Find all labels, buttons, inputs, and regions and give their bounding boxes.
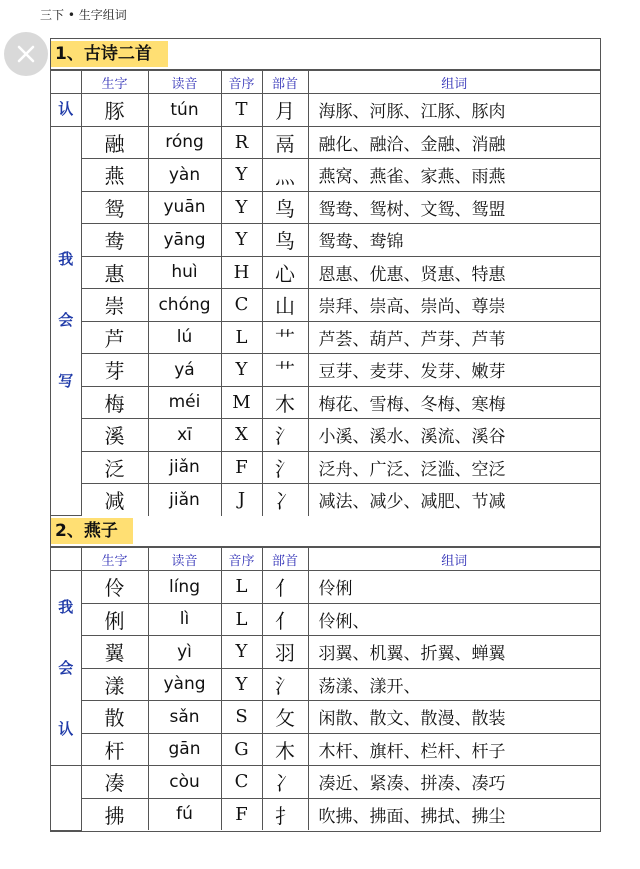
- radical-cell: 山: [262, 289, 308, 322]
- words-cell: 鸳鸯、鸳树、文鸳、鸳盟: [308, 191, 600, 224]
- table-row: [51, 94, 600, 127]
- corner-cell: [51, 71, 81, 94]
- char-cell: 杆: [81, 733, 148, 766]
- char-cell: 减: [81, 484, 148, 516]
- radical-cell: 艹: [262, 354, 308, 387]
- section-title: [51, 39, 600, 70]
- pinyin-cell: líng: [148, 571, 221, 604]
- char-cell: 拂: [81, 798, 148, 830]
- table-row: [51, 766, 600, 799]
- order-cell: M: [221, 386, 262, 419]
- radical-cell: 氵: [262, 419, 308, 452]
- radical-cell: 冫: [262, 766, 308, 799]
- order-cell: R: [221, 126, 262, 159]
- group-label-char: 我: [58, 597, 74, 616]
- order-cell: F: [221, 451, 262, 484]
- group-label-char: 会: [58, 658, 74, 677]
- pinyin-cell: jiǎn: [148, 451, 221, 484]
- words-cell: 小溪、溪水、溪流、溪谷: [308, 419, 600, 452]
- radical-cell: 月: [262, 94, 308, 127]
- char-cell: 梅: [81, 386, 148, 419]
- char-cell: 豚: [81, 94, 148, 127]
- column-header: 生字: [81, 548, 148, 571]
- table-row: [51, 419, 600, 452]
- table-row: [51, 354, 600, 387]
- order-cell: F: [221, 798, 262, 830]
- char-cell: 崇: [81, 289, 148, 322]
- table-row: [51, 256, 600, 289]
- char-cell: 鸳: [81, 191, 148, 224]
- table-row: [51, 733, 600, 766]
- char-cell: 伶: [81, 571, 148, 604]
- order-cell: Y: [221, 224, 262, 257]
- group-label-char: 我: [58, 250, 74, 269]
- pinyin-cell: lì: [148, 603, 221, 636]
- pinyin-cell: yuān: [148, 191, 221, 224]
- section-title: [51, 516, 600, 547]
- section-title-text: 1、古诗二首: [55, 44, 152, 64]
- vocab-table: [51, 547, 600, 831]
- table-row: [51, 603, 600, 636]
- table-row: [51, 798, 600, 830]
- radical-cell: 木: [262, 386, 308, 419]
- words-cell: 闲散、散文、散漫、散装: [308, 701, 600, 734]
- group-label: [51, 126, 81, 516]
- radical-cell: 鬲: [262, 126, 308, 159]
- char-cell: 翼: [81, 636, 148, 669]
- pinyin-cell: méi: [148, 386, 221, 419]
- table-row: [51, 701, 600, 734]
- table-row: [51, 668, 600, 701]
- radical-cell: 冫: [262, 484, 308, 516]
- words-cell: 伶俐、: [308, 603, 600, 636]
- vocab-table: [51, 70, 600, 516]
- order-cell: X: [221, 419, 262, 452]
- words-cell: 恩惠、优惠、贤惠、特惠: [308, 256, 600, 289]
- order-cell: Y: [221, 668, 262, 701]
- char-cell: 泛: [81, 451, 148, 484]
- header-row: [51, 548, 600, 571]
- radical-cell: 鸟: [262, 191, 308, 224]
- group-label-char: 会: [58, 311, 74, 330]
- order-cell: L: [221, 321, 262, 354]
- group-label: [51, 571, 81, 766]
- group-label-char: 认: [58, 100, 74, 119]
- pinyin-cell: gān: [148, 733, 221, 766]
- close-button[interactable]: [4, 32, 48, 76]
- words-cell: 伶俐: [308, 571, 600, 604]
- char-cell: 芽: [81, 354, 148, 387]
- pinyin-cell: xī: [148, 419, 221, 452]
- column-header: 音序: [221, 71, 262, 94]
- char-cell: 融: [81, 126, 148, 159]
- char-cell: 俐: [81, 603, 148, 636]
- pinyin-cell: sǎn: [148, 701, 221, 734]
- words-cell: 芦荟、葫芦、芦芽、芦苇: [308, 321, 600, 354]
- words-cell: 梅花、雪梅、冬梅、寒梅: [308, 386, 600, 419]
- column-header: 读音: [148, 71, 221, 94]
- order-cell: Y: [221, 159, 262, 192]
- words-cell: 吹拂、拂面、拂拭、拂尘: [308, 798, 600, 830]
- pinyin-cell: yì: [148, 636, 221, 669]
- pinyin-cell: yāng: [148, 224, 221, 257]
- pinyin-cell: fú: [148, 798, 221, 830]
- words-cell: 凑近、紧凑、拼凑、凑巧: [308, 766, 600, 799]
- pinyin-cell: huì: [148, 256, 221, 289]
- radical-cell: 灬: [262, 159, 308, 192]
- radical-cell: 氵: [262, 451, 308, 484]
- char-cell: 芦: [81, 321, 148, 354]
- radical-cell: 鸟: [262, 224, 308, 257]
- column-header: 组词: [308, 548, 600, 571]
- words-cell: 融化、融洽、金融、消融: [308, 126, 600, 159]
- table-row: [51, 571, 600, 604]
- column-header: 音序: [221, 548, 262, 571]
- order-cell: G: [221, 733, 262, 766]
- words-cell: 减法、减少、减肥、节减: [308, 484, 600, 516]
- char-cell: 漾: [81, 668, 148, 701]
- char-cell: 鸯: [81, 224, 148, 257]
- order-cell: L: [221, 571, 262, 604]
- column-header: 部首: [262, 548, 308, 571]
- radical-cell: 木: [262, 733, 308, 766]
- table-row: [51, 159, 600, 192]
- group-label: [51, 94, 81, 127]
- char-cell: 凑: [81, 766, 148, 799]
- radical-cell: 扌: [262, 798, 308, 830]
- radical-cell: 攵: [262, 701, 308, 734]
- pinyin-cell: chóng: [148, 289, 221, 322]
- order-cell: C: [221, 289, 262, 322]
- order-cell: Y: [221, 191, 262, 224]
- order-cell: S: [221, 701, 262, 734]
- column-header: 生字: [81, 71, 148, 94]
- group-label-char: 写: [58, 372, 74, 391]
- table-row: [51, 224, 600, 257]
- words-cell: 海豚、河豚、江豚、豚肉: [308, 94, 600, 127]
- group-label-char: 认: [58, 719, 74, 738]
- table-row: [51, 636, 600, 669]
- column-header: 组词: [308, 71, 600, 94]
- words-cell: 燕窝、燕雀、家燕、雨燕: [308, 159, 600, 192]
- column-header: 部首: [262, 71, 308, 94]
- table-row: [51, 126, 600, 159]
- radical-cell: 亻: [262, 571, 308, 604]
- pinyin-cell: yàng: [148, 668, 221, 701]
- pinyin-cell: lú: [148, 321, 221, 354]
- table-row: [51, 451, 600, 484]
- close-icon: [16, 44, 36, 64]
- pinyin-cell: jiǎn: [148, 484, 221, 516]
- order-cell: C: [221, 766, 262, 799]
- table-row: [51, 484, 600, 516]
- order-cell: L: [221, 603, 262, 636]
- table-row: [51, 289, 600, 322]
- header-row: [51, 71, 600, 94]
- pinyin-cell: róng: [148, 126, 221, 159]
- words-cell: 泛舟、广泛、泛滥、空泛: [308, 451, 600, 484]
- radical-cell: 亻: [262, 603, 308, 636]
- table-row: [51, 191, 600, 224]
- words-cell: 木杆、旗杆、栏杆、杆子: [308, 733, 600, 766]
- pinyin-cell: còu: [148, 766, 221, 799]
- char-cell: 燕: [81, 159, 148, 192]
- order-cell: Y: [221, 354, 262, 387]
- order-cell: T: [221, 94, 262, 127]
- words-cell: 豆芽、麦芽、发芽、嫩芽: [308, 354, 600, 387]
- char-cell: 散: [81, 701, 148, 734]
- order-cell: H: [221, 256, 262, 289]
- pinyin-cell: tún: [148, 94, 221, 127]
- pinyin-cell: yàn: [148, 159, 221, 192]
- pinyin-cell: yá: [148, 354, 221, 387]
- char-cell: 溪: [81, 419, 148, 452]
- section-title-text: 2、燕子: [55, 521, 118, 541]
- order-cell: Y: [221, 636, 262, 669]
- radical-cell: 心: [262, 256, 308, 289]
- vocab-sheet: [50, 38, 601, 832]
- order-cell: J: [221, 484, 262, 516]
- char-cell: 惠: [81, 256, 148, 289]
- words-cell: 鸳鸯、鸯锦: [308, 224, 600, 257]
- column-header: 读音: [148, 548, 221, 571]
- corner-cell: [51, 548, 81, 571]
- page-header: 三下 • 生字组词: [40, 8, 127, 22]
- radical-cell: 艹: [262, 321, 308, 354]
- table-row: [51, 321, 600, 354]
- words-cell: 荡漾、漾开、: [308, 668, 600, 701]
- radical-cell: 氵: [262, 668, 308, 701]
- table-row: [51, 386, 600, 419]
- words-cell: 崇拜、崇高、崇尚、尊崇: [308, 289, 600, 322]
- radical-cell: 羽: [262, 636, 308, 669]
- group-label: [51, 766, 81, 831]
- words-cell: 羽翼、机翼、折翼、蝉翼: [308, 636, 600, 669]
